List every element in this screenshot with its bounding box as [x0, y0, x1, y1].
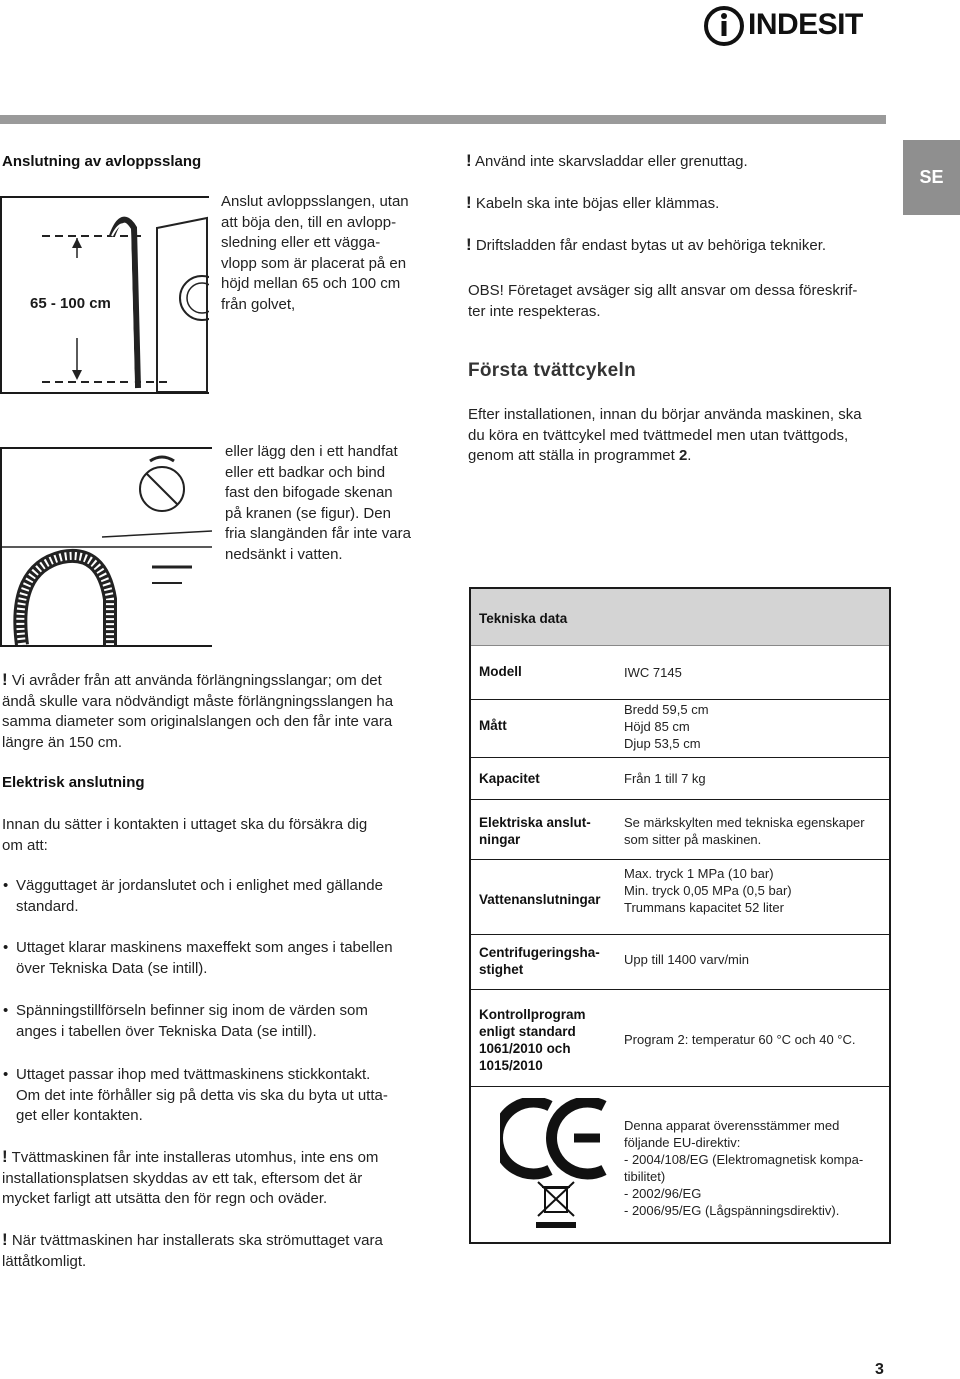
- ce-mark-icon: [500, 1098, 620, 1238]
- table-row-value: Denna apparat överensstämmer med följande EU-direktiv: - 2004/108/EG (Elektromagnetisk kompa- tibilitet) - 2002/96/EG - 2006/95/EG (Lågspänningsdirektiv).: [624, 1118, 864, 1218]
- row-divider: [471, 989, 889, 990]
- brand-name: INDESIT: [748, 8, 863, 41]
- table-row-value: Program 2: temperatur 60 °C och 40 °C.: [624, 1032, 856, 1047]
- cord-warning: ! Använd inte skarvsladdar eller grenuttag.: [466, 151, 748, 170]
- row-divider: [471, 859, 889, 860]
- row-divider: [471, 757, 889, 758]
- table-row-label: Vattenanslutningar: [479, 892, 601, 907]
- row-divider: [471, 1086, 889, 1087]
- header-rule: [0, 115, 886, 124]
- outdoor-warning: ! Tvättmaskinen får inte installeras utomhus, inte ens om installationsplatsen skyddas av ett tak, eftersom det är mycket farligt att utsätta den för regn och oväder.: [2, 1147, 379, 1207]
- cord-warning: ! Kabeln ska inte böjas eller klämmas.: [466, 193, 720, 212]
- drain-heading: Anslutning av avloppsslang: [2, 153, 202, 170]
- table-row-label: Elektriska anslut- ningar: [479, 815, 591, 847]
- cord-warning: ! Driftsladden får endast bytas ut av behöriga tekniker.: [466, 235, 827, 254]
- fig2-description: eller lägg den i ett handfat eller ett badkar och bind fast den bifogade skenan på kranen (se figur). Den fria slangänden får inte vara nedsänkt i vatten.: [225, 443, 411, 563]
- table-title: Tekniska data: [479, 611, 568, 626]
- table-row-label: Kontrollprogram enligt standard 1061/2010 och 1015/2010: [479, 1007, 586, 1073]
- fig1-description: Anslut avloppsslangen, utan att böja den, till en avlopp- sledning eller ett vägga- vlopp som är placerat på en höjd mellan 65 och 100 cm från golvet,: [221, 193, 409, 313]
- table-row-value: Bredd 59,5 cm Höjd 85 cm Djup 53,5 cm: [624, 702, 709, 751]
- bullet-item: • Uttaget klarar maskinens maxeffekt som anges i tabellen över Tekniska Data (se intill).: [3, 939, 393, 977]
- first-cycle-text: Efter installationen, innan du börjar använda maskinen, ska du köra en tvättcykel med tvättmedel men utan tvättgods, genom att ställa in programmet 2.: [468, 406, 862, 464]
- bullet-item: • Uttaget passar ihop med tvättmaskinens stickkontakt. Om det inte förhåller sig på detta vis ska du byta ut utta- get eller kontakten.: [3, 1066, 388, 1124]
- obs-note: OBS! Företaget avsäger sig allt ansvar om dessa föreskrif- ter inte respekteras.: [468, 282, 858, 320]
- table-row-value: Max. tryck 1 MPa (10 bar) Min. tryck 0,05 MPa (0,5 bar) Trummans kapacitet 52 liter: [624, 866, 792, 915]
- language-tab: SE: [903, 140, 960, 215]
- table-row-label: Mått: [479, 718, 507, 733]
- weee-bin-icon: [536, 1182, 576, 1228]
- electrical-intro: Innan du sätter i kontakten i uttaget ska du försäkra dig om att:: [2, 816, 368, 854]
- table-row-label: Kapacitet: [479, 771, 540, 786]
- bullet-item: • Vägguttaget är jordanslutet och i enlighet med gällande standard.: [3, 877, 383, 915]
- table-row-label: Centrifugeringsha- stighet: [479, 945, 600, 977]
- table-row-value: Se märkskylten med tekniska egenskaper som sitter på maskinen.: [624, 815, 865, 847]
- table-row-value: Upp till 1400 varv/min: [624, 952, 749, 967]
- row-divider: [471, 699, 889, 700]
- table-row-value: IWC 7145: [624, 665, 682, 680]
- tub-hose-figure: [0, 447, 212, 647]
- first-cycle-title: Första tvättcykeln: [468, 360, 637, 381]
- page-number: 3: [875, 1361, 884, 1378]
- row-divider: [471, 934, 889, 935]
- table-header: [471, 589, 889, 646]
- table-row-value: Från 1 till 7 kg: [624, 771, 706, 786]
- extension-hose-note: ! Vi avråder från att använda förlängningsslangar; om det ändå skulle vara nödvändigt måste förlängningsslangen ha samma diameter som originalslangen och den får inte vara längre än 150 cm.: [2, 670, 394, 751]
- access-warning: ! När tvättmaskinen har installerats ska strömuttaget vara lättåtkomligt.: [2, 1230, 383, 1270]
- row-divider: [471, 799, 889, 800]
- drain-height-label: 65 - 100 cm: [30, 295, 111, 312]
- bullet-item: • Spänningstillförseln befinner sig inom de värden som anges i tabellen över Tekniska Data (se intill).: [3, 1002, 368, 1040]
- electrical-heading: Elektrisk anslutning: [2, 774, 145, 791]
- table-row-label: Modell: [479, 664, 522, 679]
